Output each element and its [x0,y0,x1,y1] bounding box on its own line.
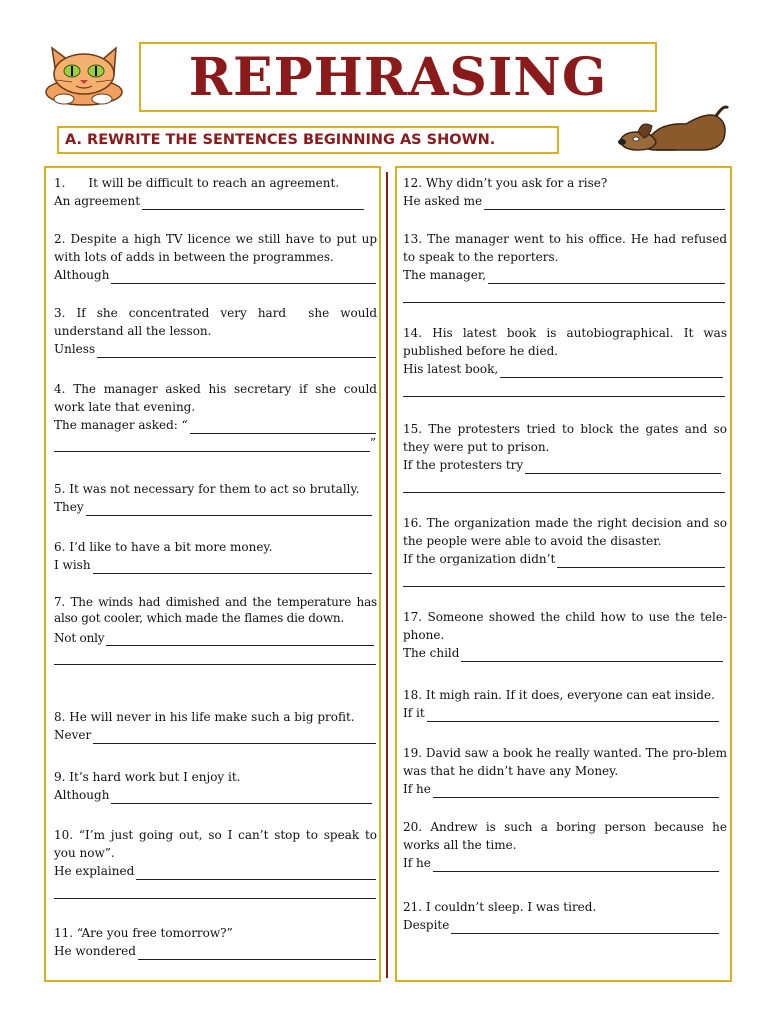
question-text: 12. Why didn’t you ask for a rise? [403,176,608,190]
question-text: 5. It was not necessary for them to act so brutally. [54,482,360,496]
question-text: 19. David saw a book he really wanted. The pro-blem was that he didn’t have any Money. [403,746,728,778]
answer-line[interactable] [427,709,719,722]
answer-line[interactable] [488,271,725,284]
dog-illustration [616,102,734,156]
question-9 [54,768,377,804]
question-5 [54,480,377,516]
answer-line[interactable] [461,649,723,662]
answer-line[interactable] [500,365,723,378]
question-3 [54,304,381,358]
question-17 [403,608,727,662]
answer-line[interactable] [54,646,376,665]
answer-prompt: The child [403,646,460,660]
cat-illustration [42,44,126,106]
question-text: 16. The organization made the right decision and so the people were able to avoid the disaster. [403,516,727,548]
answer-prompt: He explained [54,864,135,878]
question-text: 14. His latest book is autobiographical. It was published before he died. [403,326,731,358]
answer-line[interactable] [557,555,725,568]
answer-line[interactable] [136,867,376,880]
question-text: 13. The manager went to his office. He had refused to speak to the reporters. [403,232,727,264]
question-7 [54,594,377,665]
question-text: 4. The manager asked his secretary if she could work late that evening. [54,382,381,414]
answer-prompt: The manager, [403,268,487,282]
answer-prompt: He asked me [403,194,483,208]
answer-prompt: Although [54,788,110,802]
answer-line[interactable] [93,561,372,574]
answer-prompt: If the protesters try [403,458,524,472]
question-text: 6. I’d like to have a bit more money. [54,540,273,554]
question-16 [403,514,727,587]
answer-prompt: If the organization didn’t [403,552,556,566]
answer-prompt: Not only [54,631,105,645]
answer-line[interactable] [433,859,719,872]
answer-prompt: Although [54,268,110,282]
question-text: 20. Andrew is such a boring person because he works all the time. [403,820,727,852]
answer-line[interactable] [54,439,370,452]
answer-line[interactable] [484,197,725,210]
question-8 [54,708,377,744]
answer-prompt: I wish [54,558,91,572]
question-6 [54,538,377,574]
question-text: 15. The protesters tried to block the gates and so they were put to prison. [403,422,727,454]
closing-quote: ” [369,436,376,450]
question-1 [54,174,377,210]
answer-line[interactable] [403,568,725,587]
answer-prompt: If he [403,856,431,870]
question-text: 17. Someone showed the child how to use the tele-phone. [403,610,727,642]
answer-prompt: They [54,500,84,514]
question-text: 1. It will be difficult to reach an agreement. [54,176,340,190]
question-19 [403,744,727,798]
question-20 [403,818,727,872]
answer-line[interactable] [106,633,374,646]
left-question-column [44,166,381,982]
answer-line[interactable] [54,880,376,899]
instructions-box [57,126,559,154]
answer-line[interactable] [138,947,376,960]
question-text: 3. If she concentrated very hard she would understand all the lesson. [54,306,381,338]
question-18 [403,686,727,722]
question-15 [403,420,727,493]
answer-line[interactable] [403,378,725,397]
question-4 [54,380,381,452]
question-text: 7. The winds had dimished and the temperature has also got cooler, which made the flames die down. [54,595,377,625]
question-13 [403,230,727,303]
answer-line[interactable] [433,785,719,798]
answer-line[interactable] [525,461,721,474]
answer-line[interactable] [403,474,725,493]
answer-line[interactable] [451,921,719,934]
title-box [139,42,657,112]
answer-prompt: His latest book, [403,362,499,376]
answer-prompt: The manager asked: “ [54,418,188,432]
column-divider [386,172,388,978]
answer-line[interactable] [97,345,376,358]
question-12 [403,174,727,210]
question-10 [54,826,377,899]
section-heading: A. REWRITE THE SENTENCES BEGINNING AS SHOWN. [65,132,496,148]
answer-prompt: If he [403,782,431,796]
answer-line[interactable] [111,271,376,284]
page-title: REPHRASING [188,46,608,108]
answer-prompt: Unless [54,342,96,356]
question-text: 9. It’s hard work but I enjoy it. [54,770,241,784]
question-11 [54,924,377,960]
question-21 [403,898,727,934]
answer-prompt: If it [403,706,425,720]
question-14 [403,324,731,397]
question-text: 18. It migh rain. If it does, everyone can eat inside. [403,688,715,702]
answer-line[interactable] [86,503,372,516]
answer-prompt: An agreement [54,194,141,208]
right-question-column [395,166,732,982]
answer-line[interactable] [403,284,725,303]
answer-line[interactable] [111,791,372,804]
answer-line[interactable] [93,731,376,744]
question-2 [54,230,377,284]
question-text: 2. Despite a high TV licence we still have to put up with lots of adds in between the programmes. [54,232,377,264]
answer-prompt: Never [54,728,92,742]
answer-prompt: Despite [403,918,450,932]
answer-prompt: He wondered [54,944,136,958]
question-text: 21. I couldn’t sleep. I was tired. [403,900,597,914]
question-text: 11. “Are you free tomorrow?” [54,926,233,940]
answer-line[interactable] [142,197,364,210]
question-text: 10. “I’m just going out, so I can’t stop to speak to you now”. [54,828,377,860]
question-text: 8. He will never in his life make such a big profit. [54,710,355,724]
answer-line[interactable] [190,421,376,434]
